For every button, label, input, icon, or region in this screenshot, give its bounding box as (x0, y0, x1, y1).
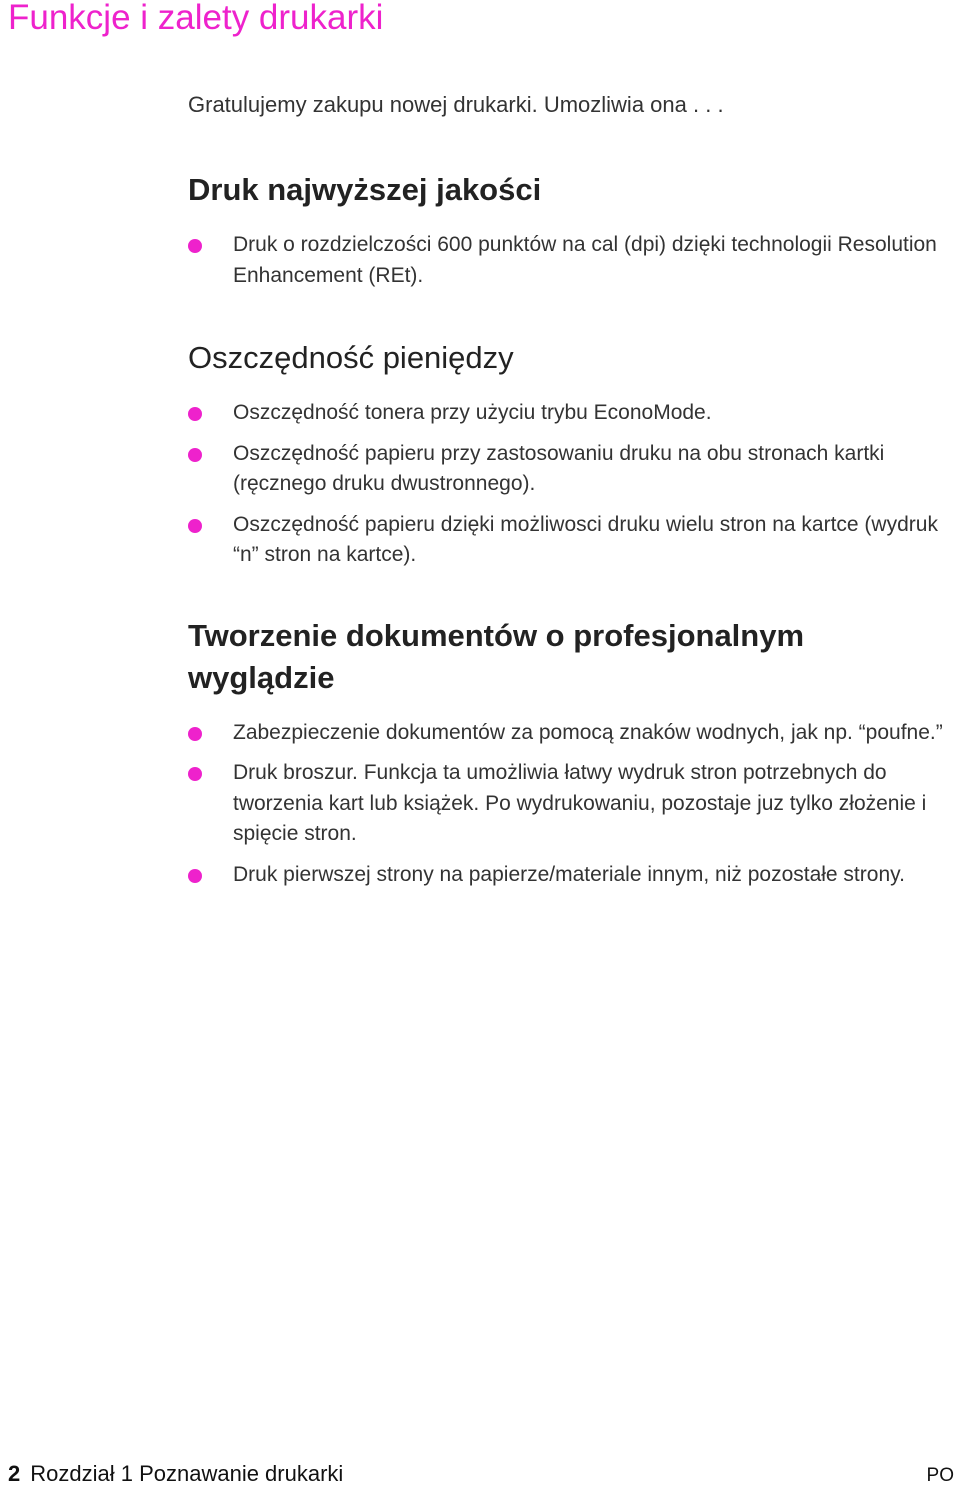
list-item (188, 398, 956, 429)
list-item-text: Druk broszur. Funkcja ta umożliwia łatwy wydruk stron potrzebnych do tworzenia kart lub książek. Po wydrukowaniu, pozostaje juz tylko złożenie i spięcie stron. (233, 761, 927, 845)
bullet-icon (188, 519, 202, 533)
section-heading-quality: Druk najwyższej jakości (188, 172, 542, 207)
intro-text: Gratulujemy zakupu nowej drukarki. Umozliwia ona . . . (188, 92, 724, 117)
bullet-icon (188, 407, 202, 421)
list-item (188, 758, 956, 850)
bullet-icon (188, 869, 202, 883)
bullet-icon (188, 239, 202, 253)
list-item-text: Oszczędność tonera przy użyciu trybu EconoMode. (233, 401, 712, 424)
savings-list (188, 398, 956, 571)
footer-lang-code: PO (926, 1465, 954, 1486)
section-heading-savings: Oszczędność pieniędzy (188, 340, 514, 375)
list-item (188, 439, 956, 500)
list-item-text: Zabezpieczenie dokumentów za pomocą znaków wodnych, jak np. “poufne.” (233, 720, 943, 744)
footer-chapter: Rozdział 1 Poznawanie drukarki (30, 1461, 344, 1486)
bullet-icon (188, 727, 202, 741)
list-item (188, 230, 956, 291)
page-title: Funkcje i zalety drukarki (8, 0, 384, 37)
main-content (188, 90, 956, 890)
quality-list (188, 230, 956, 291)
list-item-text: Druk o rozdzielczości 600 punktów na cal (dpi) dzięki technologii Resolution Enhancement (REt). (233, 233, 937, 287)
bullet-icon (188, 767, 202, 781)
list-item (188, 860, 956, 891)
page-footer (8, 1460, 954, 1488)
list-item-text: Oszczędność papieru przy zastosowaniu druku na obu stronach kartki (ręcznego druku dwustronnego). (233, 441, 885, 495)
list-item-text: Oszczędność papieru dzięki możliwosci druku wielu stron na kartce (wydruk “n” stron na kartce). (233, 512, 938, 566)
footer-page-number: 2 (8, 1461, 21, 1486)
section-heading-professional: Tworzenie dokumentów o profesjonalnym wyglądzie (188, 617, 805, 695)
list-item (188, 510, 956, 571)
bullet-icon (188, 448, 202, 462)
professional-list (188, 718, 956, 891)
list-item (188, 718, 956, 749)
list-item-text: Druk pierwszej strony na papierze/materiale innym, niż pozostałe strony. (233, 862, 905, 886)
